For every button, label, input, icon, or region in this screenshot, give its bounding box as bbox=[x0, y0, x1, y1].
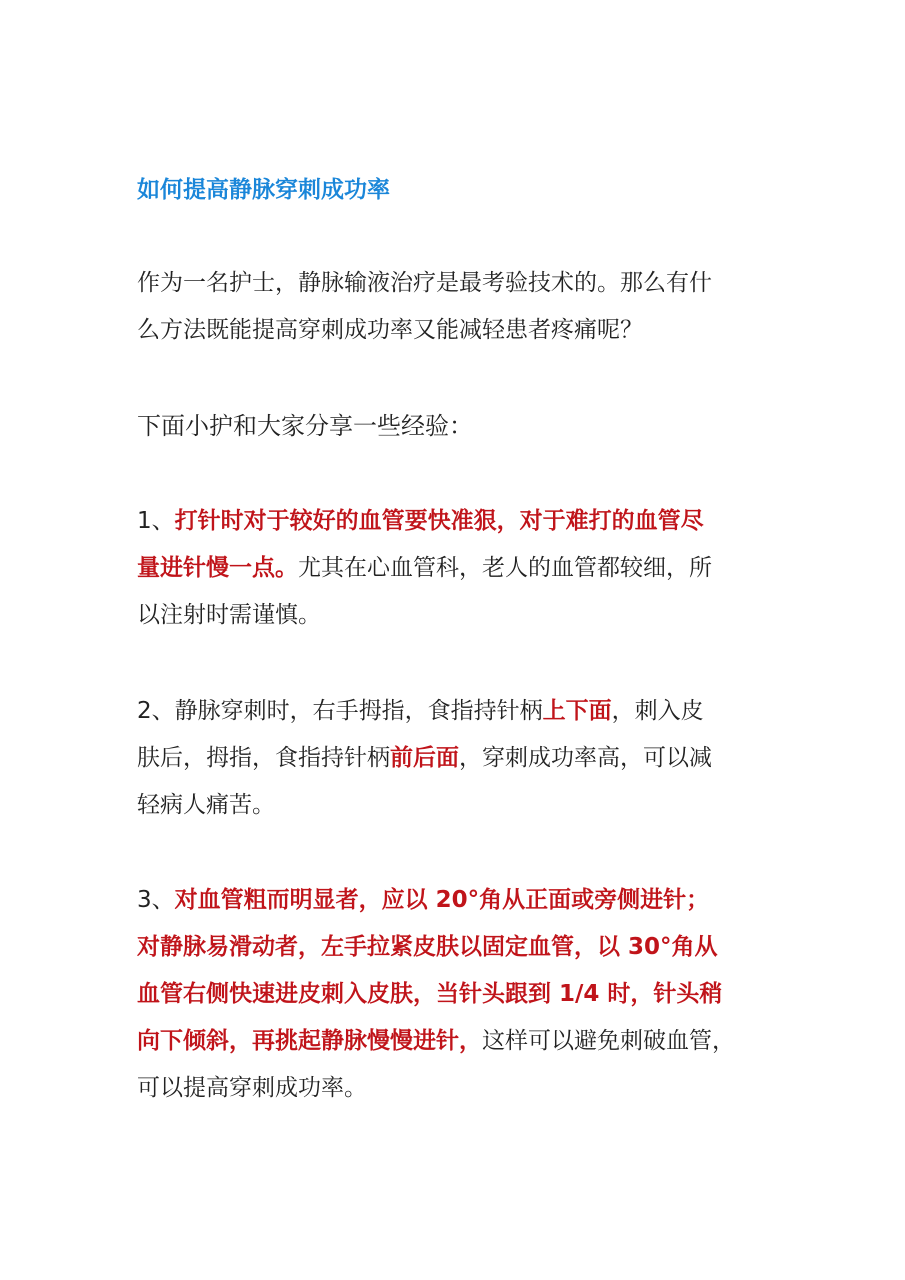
tip-2-text-1b: ，刺入皮 bbox=[611, 698, 704, 724]
tip-2-line-2 bbox=[137, 735, 797, 782]
tip-2-text-2b: ，穿刺成功率高，可以减 bbox=[459, 745, 712, 771]
tip-1-emphasis-2: 量进针慢一点。 bbox=[137, 555, 298, 581]
tip-3-line-5: 可以提高穿刺成功率。 bbox=[137, 1075, 367, 1101]
tip-2-text-1a: 静脉穿刺时，右手拇指，食指持针柄 bbox=[174, 698, 543, 724]
intro-line-1: 作为一名护士，静脉输液治疗是最考验技术的。那么有什 bbox=[137, 270, 712, 296]
tip-1-text-2: 尤其在心血管科，老人的血管都较细，所 bbox=[298, 555, 712, 581]
tip-2-line-1 bbox=[137, 688, 797, 735]
tip-3-emphasis-2: 对静脉易滑动者，左手拉紧皮肤以固定血管，以 30°角从 bbox=[137, 934, 718, 960]
share-paragraph bbox=[137, 403, 797, 450]
tip-2-number: 2、 bbox=[137, 698, 175, 724]
intro-line-2: 么方法既能提高穿刺成功率又能减轻患者疼痛呢？ bbox=[137, 317, 643, 343]
intro-paragraph bbox=[137, 260, 797, 354]
tip-1-number: 1、 bbox=[137, 508, 175, 534]
tip-3-paragraph bbox=[137, 877, 797, 1112]
tip-1-line-1 bbox=[137, 498, 797, 545]
tip-3-line-4 bbox=[137, 1018, 797, 1065]
tip-3-emphasis-3: 血管右侧快速进皮刺入皮肤，当针头跟到 1/4 时，针头稍 bbox=[137, 981, 723, 1007]
tip-2-text-2a: 肤后，拇指，食指持针柄 bbox=[137, 745, 390, 771]
tip-1-line-3: 以注射时需谨慎。 bbox=[137, 602, 321, 628]
tip-1-paragraph bbox=[137, 498, 797, 639]
tip-3-emphasis-4: 向下倾斜，再挑起静脉慢慢进针， bbox=[137, 1028, 482, 1054]
tip-3-emphasis-1: 对血管粗而明显者，应以 20°角从正面或旁侧进针； bbox=[174, 887, 710, 913]
tip-2-line-3: 轻病人痛苦。 bbox=[137, 792, 275, 818]
tip-3-text-4: 这样可以避免刺破血管， bbox=[482, 1028, 735, 1054]
tip-1-emphasis-1: 打针时对于较好的血管要快准狠，对于难打的血管尽 bbox=[174, 508, 704, 534]
tip-1-line-2 bbox=[137, 545, 797, 592]
article-title: 如何提高静脉穿刺成功率 bbox=[137, 177, 390, 203]
tip-2-emphasis-2: 前后面 bbox=[390, 745, 459, 771]
share-line: 下面小护和大家分享一些经验： bbox=[137, 412, 473, 440]
tip-3-line-1 bbox=[137, 877, 797, 924]
tip-2-paragraph bbox=[137, 688, 797, 829]
tip-2-emphasis-1: 上下面 bbox=[542, 698, 612, 724]
tip-3-number: 3、 bbox=[137, 887, 175, 913]
